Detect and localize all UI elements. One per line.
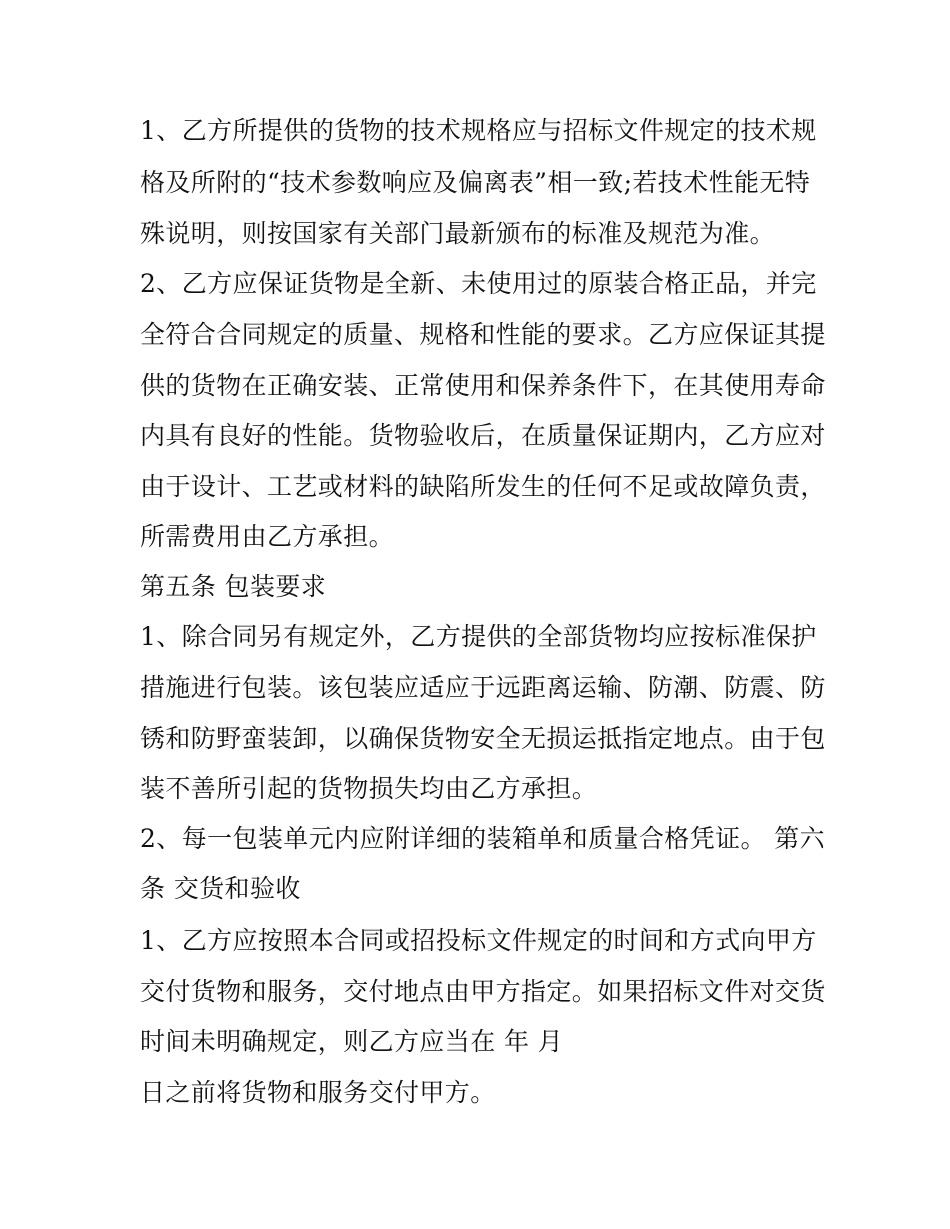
- text-line: 格及所附的“技术参数响应及偏离表”相一致;若技术性能无特: [140, 168, 811, 197]
- text-line: 2、乙方应保证货物是全新、未使用过的原装合格正品，并完: [140, 269, 817, 298]
- text-line: 装不善所引起的货物损失均由乙方承担。: [140, 774, 598, 803]
- text-line: 所需费用由乙方承担。: [140, 522, 395, 551]
- section-heading: 第五条 包装要求: [140, 572, 327, 601]
- text-line: 锈和防野蛮装卸，以确保货物安全无损运抵指定地点。由于包: [140, 724, 826, 753]
- text-line: 日之前将货物和服务交付甲方。: [140, 1078, 496, 1107]
- text-line: 由于设计、工艺或材料的缺陷所发生的任何不足或故障负责，: [140, 472, 826, 501]
- text-line: 内具有良好的性能。货物验收后，在质量保证期内，乙方应对: [140, 421, 826, 450]
- section-heading: 条 交货和验收: [140, 874, 301, 903]
- text-line: 殊说明，则按国家有关部门最新颁布的标准及规范为准。: [140, 219, 776, 248]
- text-line: 时间未明确规定，则乙方应当在 年 月: [140, 1027, 564, 1056]
- text-line: 供的货物在正确安装、正常使用和保养条件下，在其使用寿命: [140, 371, 826, 400]
- text-line: 2、每一包装单元内应附详细的装箱单和质量合格凭证。 第六: [140, 824, 826, 853]
- text-line: 交付货物和服务，交付地点由甲方指定。如果招标文件对交货: [140, 977, 826, 1006]
- text-line: 措施进行包装。该包装应适应于远距离运输、防潮、防震、防: [140, 673, 826, 702]
- text-line: 1、乙方应按照本合同或招投标文件规定的时间和方式向甲方: [140, 926, 817, 955]
- text-line: 1、除合同另有规定外，乙方提供的全部货物均应按标准保护: [140, 622, 817, 651]
- text-line: 1、乙方所提供的货物的技术规格应与招标文件规定的技术规: [140, 116, 817, 145]
- text-line: 全符合合同规定的质量、规格和性能的要求。乙方应保证其提: [140, 320, 826, 349]
